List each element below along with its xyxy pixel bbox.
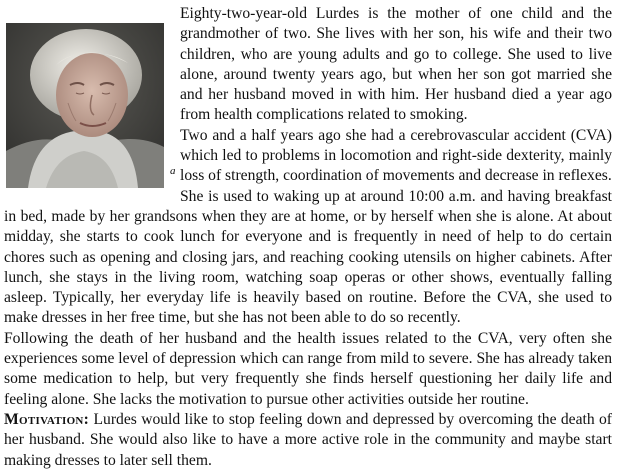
document-page: [4, 0, 612, 471]
paragraph-cva: Two and a half years ago she had a cerebrovascular accident (CVA) which led to problems in locomotion and right-side dexterity, mainly loss of strength, coordination of movements and decrease in reflexes.: [180, 126, 612, 185]
figure-caption-label: a: [170, 165, 176, 177]
portrait-photo: [6, 23, 164, 188]
paragraph-family: Eighty-two-year-old Lurdes is the mother of one child and the grandmother of two. She lives with her son, his wife and their two children, who are young adults and go to college. She used to live alone, around twenty years ago, but when her son got married she and her husband moved in with him. Her husband died a year ago from health complications related to smoking.: [180, 5, 612, 124]
paragraph-daily-routine: She is used to waking up at around 10:00 a.m. and having breakfast in bed, made by her grandsons when they are at home, or by herself when she is alone. At about midday, she starts to cook lunch for everyone and is frequently in need of help to do certain chores such as opening and closing jars, and reaching cooking utensils on higher cabinets. After lunch, she stays in the living room, watching soap operas or other shows, eventually falling asleep. Typically, her everyday life is heavily based on routine. Before the CVA, she used to make dresses in her free time, but she has not been able to do so recently.: [4, 187, 612, 327]
figure: [4, 7, 180, 188]
paragraph-motivation: [4, 410, 612, 471]
paragraph-depression: Following the death of her husband and the health issues related to the CVA, very often she experiences some level of depression which can range from mild to severe. She has already taken some medication to help, but very frequently she finds herself questioning her daily life and feeling alone. She lacks the motivation to pursue other activities outside her routine.: [4, 329, 612, 408]
motivation-text: Lurdes would like to stop feeling down and depressed by overcoming the death of her husband. She would also like to have a more active role in the community and maybe start making dresses to later sell them.: [4, 410, 612, 469]
motivation-label: Motivation:: [4, 410, 90, 428]
